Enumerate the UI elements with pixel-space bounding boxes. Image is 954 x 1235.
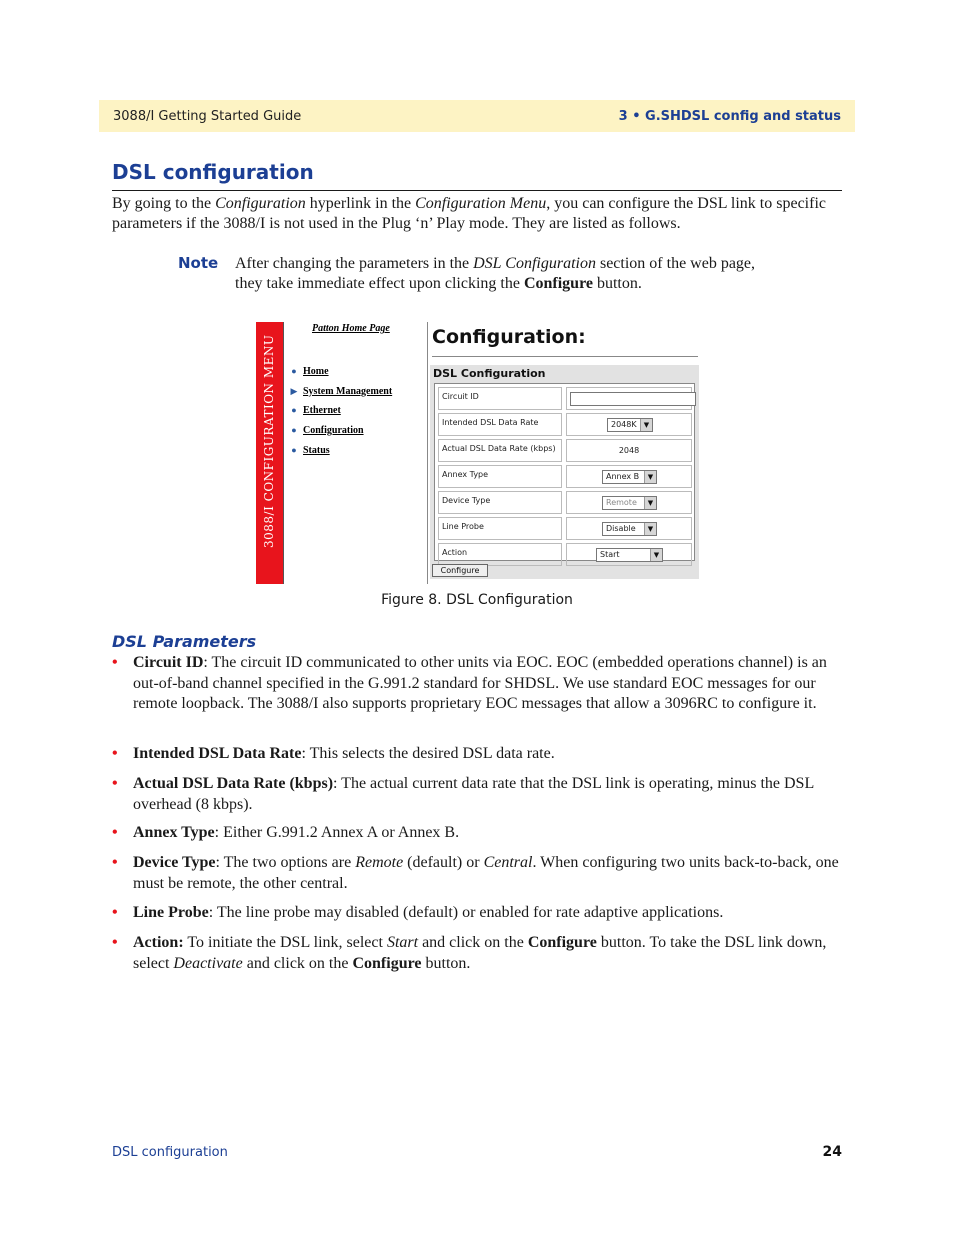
note-text [235,254,765,294]
dropdown-arrow-icon: ▼ [650,549,662,561]
field-cell [566,413,692,436]
bullet-icon: • [112,854,118,871]
field-cell [566,543,692,566]
menu-item-label: Home [303,365,329,377]
triangle-arrow-icon: ▶ [290,385,298,396]
text-run: : The circuit ID communicated to other units via EOC. EOC (embedded operations channel) is an out-of-band channel specified in the G.991.2 standard for SHDSL. We use standard EOC messages for our remote loopback. The 3088/I also supports proprietary EOC messages that allow a 3096RC to configure it. [133,654,827,712]
list-item [112,903,842,924]
menu-item-configuration[interactable] [286,423,364,437]
bullet-icon: • [112,745,118,762]
bullet-icon: • [112,775,118,792]
text-run: To initiate the DSL link, select [183,934,387,951]
line-probe-select[interactable] [602,522,657,536]
menu-item-label: System Management [303,385,393,397]
text-run: , you can configure the DSL link to specific parameters if the 3088/I is not used in the Plug ‘n’ Play mode. They are listed as follows. [112,195,826,232]
action-select[interactable] [596,548,663,562]
bold-text: Action: [133,934,184,951]
bullet-icon: • [112,654,118,671]
circle-bullet-icon: ● [291,405,297,415]
text-run: button. [421,954,471,972]
dropdown-arrow-icon: ▼ [644,497,656,509]
row-device-type [438,491,692,514]
row-actual-rate [438,439,692,462]
dropdown-arrow-icon: ▼ [644,523,656,535]
list-item-text [133,744,842,765]
row-action [438,543,692,566]
list-item-text [133,903,842,924]
bold-text: Line Probe [133,904,209,921]
italic-text: Start [386,934,419,951]
list-item [112,823,842,844]
select-value: Start [600,550,620,559]
italic-text: Configuration [215,195,306,212]
field-label: Annex Type [438,465,562,488]
select-value: Annex B [606,472,640,481]
subsection-title: DSL Parameters [112,632,257,651]
configuration-page-title: Configuration: [432,326,586,348]
text-run: : The two options are [215,854,356,871]
text-run: By going to the [112,195,216,212]
menu-item-label: Status [303,444,330,456]
bullet-icon: • [112,934,118,951]
text-run: . When configuring two units back-to-back, one must be remote, the other central. [133,854,839,892]
text-run: (default) or [403,854,484,871]
panel-title: DSL Configuration [433,367,546,380]
dsl-configuration-panel [430,365,699,579]
text-run: After changing the parameters in the [235,255,474,272]
row-intended-rate [438,413,692,436]
row-annex-type [438,465,692,488]
note-label: Note [178,254,219,272]
field-label: Circuit ID [438,387,562,410]
italic-text: DSL Configuration [473,255,596,272]
bold-text: Configure [352,954,422,972]
text-run: and click on the [242,954,353,972]
row-circuit-id [438,387,692,410]
list-item-text [133,853,842,894]
list-item-text [133,933,842,974]
dropdown-arrow-icon: ▼ [640,419,652,431]
menu-item-label: Ethernet [303,404,341,416]
actual-rate-value: 2048 [618,446,640,455]
text-run: and click on the [418,934,528,951]
field-label: Line Probe [438,517,562,540]
field-cell [566,465,692,488]
bold-text: Intended DSL Data Rate [133,745,302,762]
list-item-text [133,823,842,844]
bold-text: Circuit ID [133,654,204,671]
italic-text: Remote [355,854,404,871]
section-rule [112,190,842,191]
menu-item-home[interactable] [286,364,329,378]
configuration-menu-bar [256,322,284,584]
bullet-icon: • [112,824,118,841]
text-run: button. [592,275,642,292]
bold-text: Actual DSL Data Rate (kbps) [133,775,334,792]
text-run: : Either G.991.2 Annex A or Annex B. [214,824,460,841]
dsl-form [434,383,695,561]
italic-text: Central [483,854,533,871]
text-run: : This selects the desired DSL data rate. [301,745,555,762]
list-item-text [133,653,842,715]
field-label: Device Type [438,491,562,514]
bold-text: Configure [527,934,597,951]
page-number: 24 [822,1144,842,1160]
field-cell [566,439,692,462]
annex-type-select[interactable] [602,470,657,484]
circuit-id-input[interactable] [570,392,696,406]
select-value: Disable [606,524,636,533]
footer-section-name: DSL configuration [112,1145,228,1160]
text-run: section of the web page, they take immediate effect upon clicking the [235,255,756,292]
patton-home-page-link[interactable]: Patton Home Page [312,323,390,334]
row-line-probe [438,517,692,540]
text-run: : The actual current data rate that the DSL link is operating, minus the DSL overhead (8 kbps). [133,775,814,813]
section-title: DSL configuration [112,160,314,184]
chapter-title: 3 • G.SHDSL config and status [618,108,841,124]
select-value: 2048K [611,420,637,429]
intro-paragraph [112,194,842,234]
figure-caption: Figure 8. DSL Configuration [381,592,573,608]
device-type-select[interactable] [602,496,657,510]
menu-item-status[interactable] [286,443,330,457]
menu-item-ethernet[interactable] [286,403,341,417]
list-item-text [133,774,842,815]
bold-text: Device Type [133,854,216,871]
field-label: Action [438,543,562,566]
title-rule [432,356,698,357]
frame-divider [427,322,428,584]
bold-text: Annex Type [133,824,215,841]
running-header [99,100,855,132]
text-run: button. To take the DSL link down, select [133,934,827,972]
dsl-configuration-figure [256,322,700,586]
intended-rate-select[interactable] [607,418,653,432]
circle-bullet-icon: ● [291,366,297,376]
list-item [112,853,842,894]
italic-text: Deactivate [173,954,243,972]
bullet-icon: • [112,904,118,921]
field-cell [566,387,692,410]
field-cell [566,517,692,540]
dropdown-arrow-icon: ▼ [644,471,656,483]
list-item [112,774,842,815]
list-item [112,933,842,974]
list-item [112,653,842,715]
menu-item-label: Configuration [303,424,364,436]
configure-button[interactable]: Configure [432,564,488,577]
field-label: Actual DSL Data Rate (kbps) [438,439,562,462]
text-run: hyperlink in the [305,195,416,212]
italic-text: Configuration Menu [415,195,547,212]
circle-bullet-icon: ● [291,425,297,435]
select-value: Remote [606,498,637,507]
field-cell [566,491,692,514]
guide-title: 3088/I Getting Started Guide [113,108,302,124]
list-item [112,744,842,765]
field-label: Intended DSL Data Rate [438,413,562,436]
circle-bullet-icon: ● [291,445,297,455]
bold-text: Configure [523,275,593,292]
menu-item-system-management[interactable] [286,384,392,398]
text-run: : The line probe may disabled (default) or enabled for rate adaptive applications. [208,904,724,921]
menu-bar-label: 3088/I CONFIGURATION MENU [262,334,276,548]
